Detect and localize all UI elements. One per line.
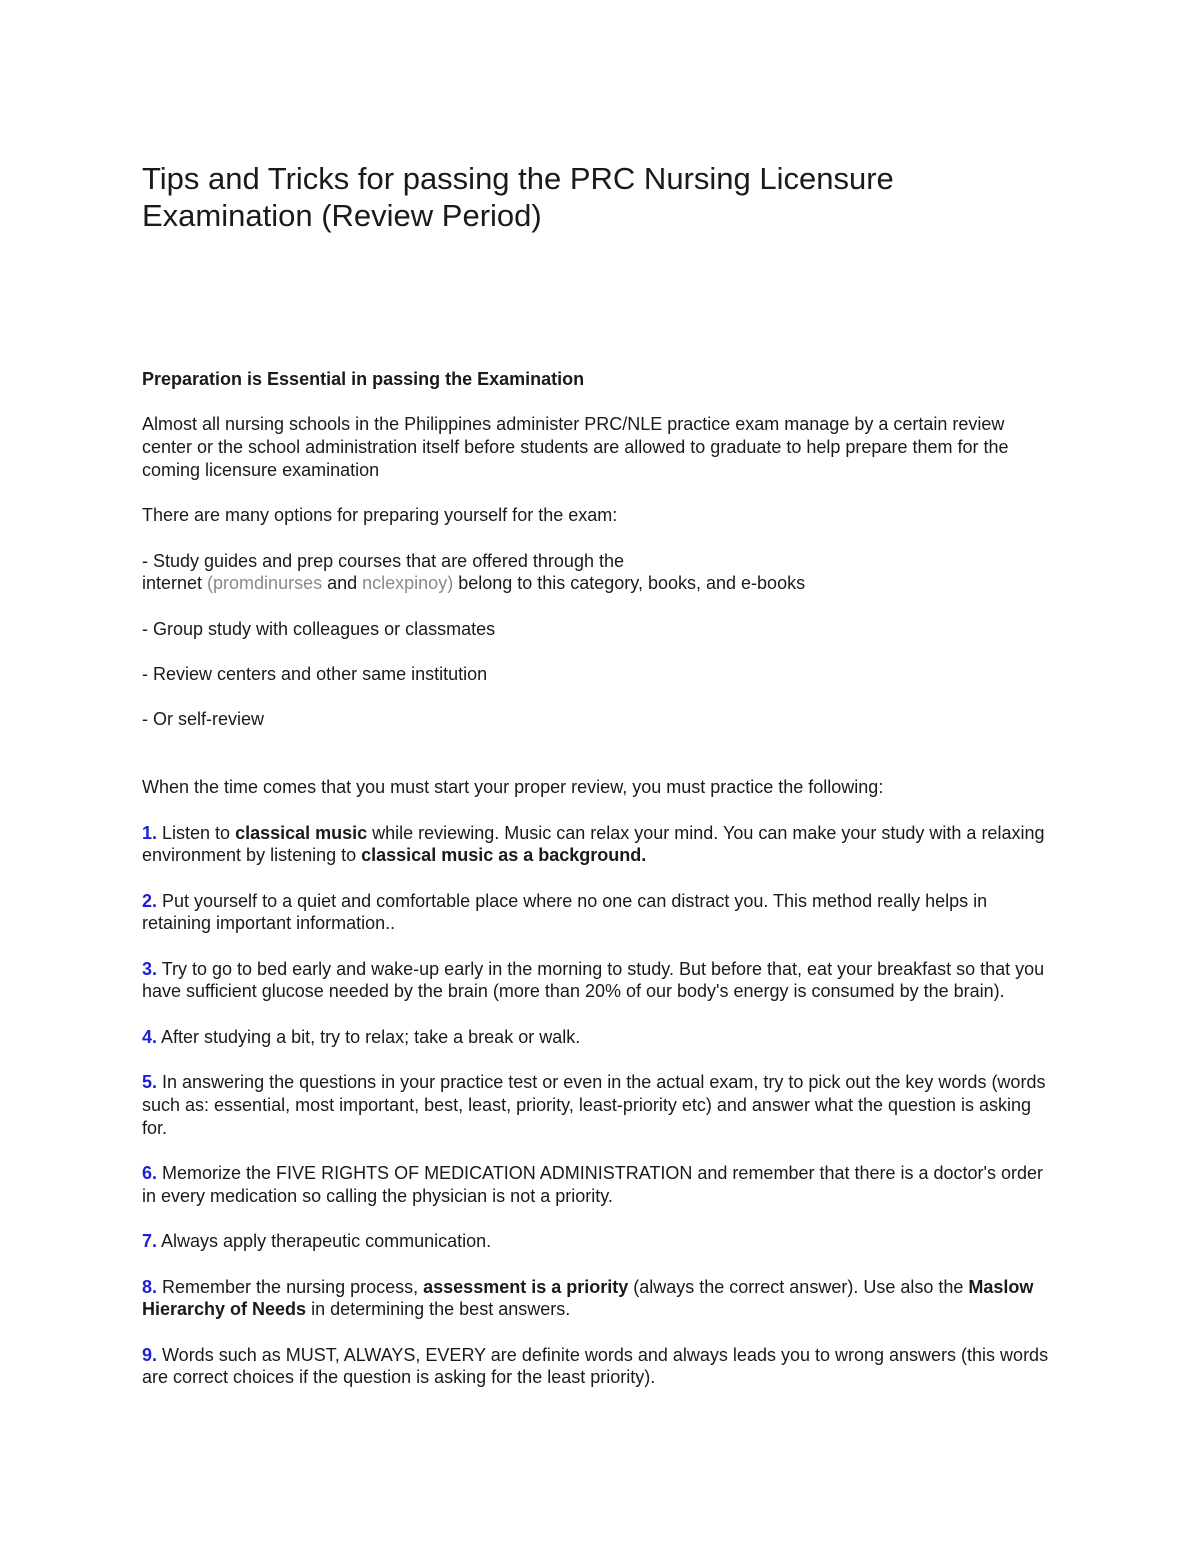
section-heading: Preparation is Essential in passing the Examination — [142, 369, 585, 389]
tip-7-text: Always apply therapeutic communication. — [157, 1231, 492, 1252]
tip-number: 2. — [142, 890, 158, 911]
tip-3-text: Try to go to bed early and wake-up early in the morning to study. But before that, eat your breakfast so that you have sufficient glucose needed by the brain (more than 20% of our body's energy is consumed by the brain). — [142, 958, 1045, 1002]
options-lead: There are many options for preparing yourself for the exam: — [142, 505, 618, 526]
option-study-guides — [142, 550, 1057, 595]
tip-1-text-a: Listen to — [157, 822, 236, 843]
document-title — [142, 160, 1042, 234]
tip-number: 5. — [142, 1072, 158, 1093]
tip-4 — [142, 1026, 1057, 1049]
title-line-1: Tips and Tricks for passing the PRC Nursing Licensure — [142, 161, 894, 196]
tip-8-text-c: (always the correct answer). Use also the — [628, 1276, 969, 1297]
tip-9 — [142, 1344, 1057, 1389]
tip-1-text-c: while reviewing. Music can relax your mind. You can make your study with a relaxing environment by listening to — [142, 822, 1045, 866]
tip-5-text: In answering the questions in your practice test or even in the actual exam, try to pick out the key words (words such as: essential, most important, best, least, priority, least-priority etc) and answer what the question is asking for. — [142, 1072, 1046, 1138]
tip-6-text: Memorize the FIVE RIGHTS OF MEDICATION ADMINISTRATION and remember that there is a doctor's order in every medication so calling the physician is not a priority. — [142, 1163, 1044, 1206]
option1-line1: - Study guides and prep courses that are offered through the — [142, 550, 624, 571]
tip-8-bold-b: assessment is a priority — [423, 1276, 629, 1297]
option-self-review: - Or self-review — [142, 709, 265, 730]
practice-lead: When the time comes that you must start your proper review, you must practice the following: — [142, 777, 884, 798]
tip-number: 7. — [142, 1231, 158, 1252]
tip-number: 4. — [142, 1026, 158, 1047]
option1-pre: internet — [142, 573, 208, 594]
tip-number: 3. — [142, 958, 158, 979]
tip-8-bold-d: Maslow Hierarchy of Needs — [142, 1276, 1034, 1320]
link-promdinurses[interactable]: (promdinurses — [207, 573, 323, 594]
option1-mid: and — [322, 573, 363, 594]
tip-8-text-e: in determining the best answers. — [306, 1299, 571, 1320]
tip-8-text-a: Remember the nursing process, — [157, 1276, 424, 1297]
tip-1 — [142, 822, 1057, 867]
tip-3 — [142, 958, 1057, 1003]
option1-post: belong to this category, books, and e-books — [453, 573, 806, 594]
tip-1-bold-d: classical music as a background. — [361, 845, 647, 866]
option-review-centers: - Review centers and other same institution — [142, 664, 488, 685]
tip-2 — [142, 890, 1057, 935]
tip-number: 6. — [142, 1163, 158, 1184]
option-group-study: - Group study with colleagues or classmates — [142, 618, 496, 639]
tip-5 — [142, 1071, 1057, 1139]
tip-4-text: After studying a bit, try to relax; take a break or walk. — [157, 1026, 581, 1047]
tip-7 — [142, 1230, 1057, 1253]
tip-number: 1. — [142, 822, 158, 843]
document-body — [142, 368, 1057, 1412]
tip-6 — [142, 1162, 1057, 1207]
tip-1-bold-b: classical music — [235, 822, 368, 843]
intro-paragraph: Almost all nursing schools in the Philippines administer PRC/NLE practice exam manage by a certain review center or the school administration itself before students are allowed to graduate to help prepare them for the coming licensure examination — [142, 414, 1009, 480]
tip-number: 9. — [142, 1344, 158, 1365]
tip-8 — [142, 1276, 1057, 1321]
tip-number: 8. — [142, 1276, 158, 1297]
link-nclexpinoy[interactable]: nclexpinoy) — [362, 573, 454, 594]
tip-2-text: Put yourself to a quiet and comfortable place where no one can distract you. This method really helps in retaining important information.. — [142, 890, 988, 934]
tip-9-text: Words such as MUST, ALWAYS, EVERY are definite words and always leads you to wrong answers (this words are correct choices if the question is asking for the least priority). — [142, 1344, 1049, 1388]
title-line-2: Examination (Review Period) — [142, 198, 542, 233]
